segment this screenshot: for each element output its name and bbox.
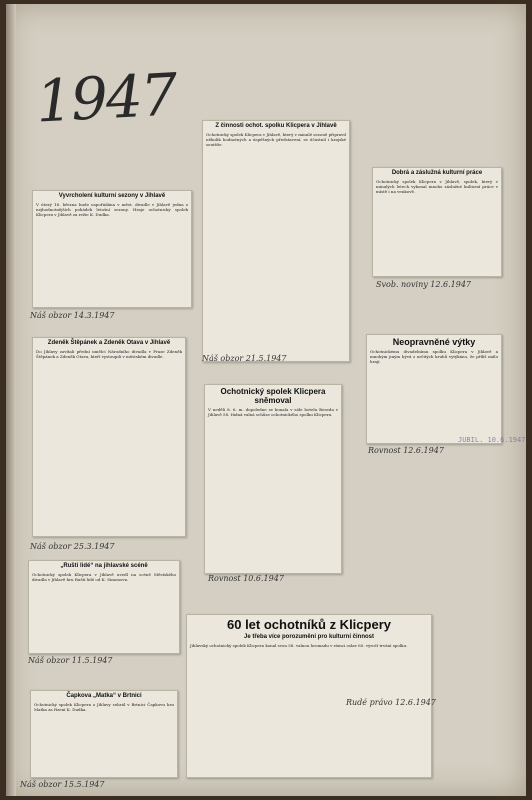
clipping-text: Ochotnický spolek Klicpera z Jihlavy sehrál v Brtnici Čapkovu hru Matka za řízení K. Dudka. bbox=[34, 701, 174, 712]
clipping-subtitle: Je třeba více porozumění pro kulturní činnost bbox=[243, 634, 375, 640]
clipping-neopravnene-vytky bbox=[366, 334, 502, 444]
clipping-source-note: Svob. noviny 12.6.1947 bbox=[376, 280, 471, 289]
clipping-text: Jihlavský ochotnický spolek Klicpera konal svou 58. valnou hromadu v rámci oslav 60. výročí trvání spolku. bbox=[190, 643, 408, 649]
clipping-stepanek-otava bbox=[32, 337, 186, 537]
clipping-title: Čapkova „Matka“ v Brtnici bbox=[66, 693, 142, 699]
clipping-columns bbox=[187, 643, 431, 648]
clipping-title: Ochotnický spolek Klicpera sněmoval bbox=[220, 387, 326, 406]
clipping-source-note: Náš obzor 21.5.1947 bbox=[202, 354, 287, 363]
clipping-text: Ochotnický spolek Klicpera v Jihlavě uvedl na scéně Městského divadla v Jihlavě hru Ruští lidé od K. Simonova. bbox=[32, 571, 176, 582]
clipping-source-note: Náš obzor 15.5.1947 bbox=[20, 780, 105, 789]
clipping-text: Ochotnický spolek Klicpera v Jihlavě, spolek, který v minulých letech vykonal mnoho záslužné kulturní práce v místě i na venkově. bbox=[376, 178, 498, 194]
date-stamp: JUBIL. 10.6.1947 bbox=[458, 436, 526, 444]
clipping-title: „Ruští lidé“ na jihlavské scéně bbox=[60, 563, 148, 569]
clipping-source-note: Rudé právo 12.6.1947 bbox=[346, 698, 436, 707]
clipping-text: Ochotnický spolek Klicpera v Jihlavě, který v minulé sezoně připravil několik hodnotných a úspěšných představení, se účastnil i krajské soutěže. bbox=[206, 131, 346, 147]
clipping-text: V úterý 18. března bude uspořádána v měst. divadle v Jihlavě jedna z nejhodnotnějších pohádek letošní sezony. Hraje ochotnický spolek Klicpera v Jihlavě za režie K. Dudka. bbox=[36, 201, 188, 217]
clipping-60-let bbox=[186, 614, 432, 778]
clipping-title: Dobrá a záslužná kulturní práce bbox=[391, 170, 483, 176]
handwritten-year: 1947 bbox=[34, 60, 178, 136]
clipping-dobra-prace bbox=[372, 167, 502, 277]
clipping-rusti-lide bbox=[28, 560, 180, 654]
clipping-source-note: Rovnost 10.6.1947 bbox=[208, 574, 284, 583]
clipping-capkova-matka bbox=[30, 690, 178, 778]
clipping-title: Neopravněné výtky bbox=[392, 337, 476, 347]
clipping-title: Z činnosti ochot. spolku Klicpera v Jihlavě bbox=[215, 123, 337, 129]
clipping-source-note: Rovnost 12.6.1947 bbox=[368, 446, 444, 455]
clipping-text: Do Jihlavy zavítali přední umělci Národního divadla v Praze Zdeněk Štěpánek a Zdeněk Otava, kteří vystoupili v městském divadle. bbox=[36, 348, 182, 359]
clipping-title: Zdeněk Štěpánek a Zdeněk Otava v Jihlavě bbox=[47, 340, 171, 346]
clipping-text: Ochotnickému divadelnímu spolku Klicpera v Jihlavě a mnohým jiným bývá z určitých kruhů vytýkáno, že příliš málo hrají. bbox=[370, 349, 498, 365]
clipping-vyvrcholeni bbox=[32, 190, 192, 308]
clipping-z-cinnosti bbox=[202, 120, 350, 362]
clipping-source-note: Náš obzor 14.3.1947 bbox=[30, 311, 115, 320]
page-spine bbox=[6, 4, 16, 796]
clipping-headline: 60 let ochotníků z Klicpery bbox=[227, 617, 391, 632]
clipping-snemoval bbox=[204, 384, 342, 574]
clipping-source-note: Náš obzor 11.5.1947 bbox=[28, 656, 113, 665]
clipping-text: V neděli 8. 6. m. dopoledne se konala v sále hotelu Beseda v Jihlavě 58. řádná valná schůze ochotnického spolku Klicpera. bbox=[208, 407, 338, 418]
scrapbook-page bbox=[6, 4, 526, 796]
clipping-title: Vyvrcholení kulturní sezony v Jihlavě bbox=[58, 193, 166, 199]
clipping-source-note: Náš obzor 25.3.1947 bbox=[30, 542, 115, 551]
